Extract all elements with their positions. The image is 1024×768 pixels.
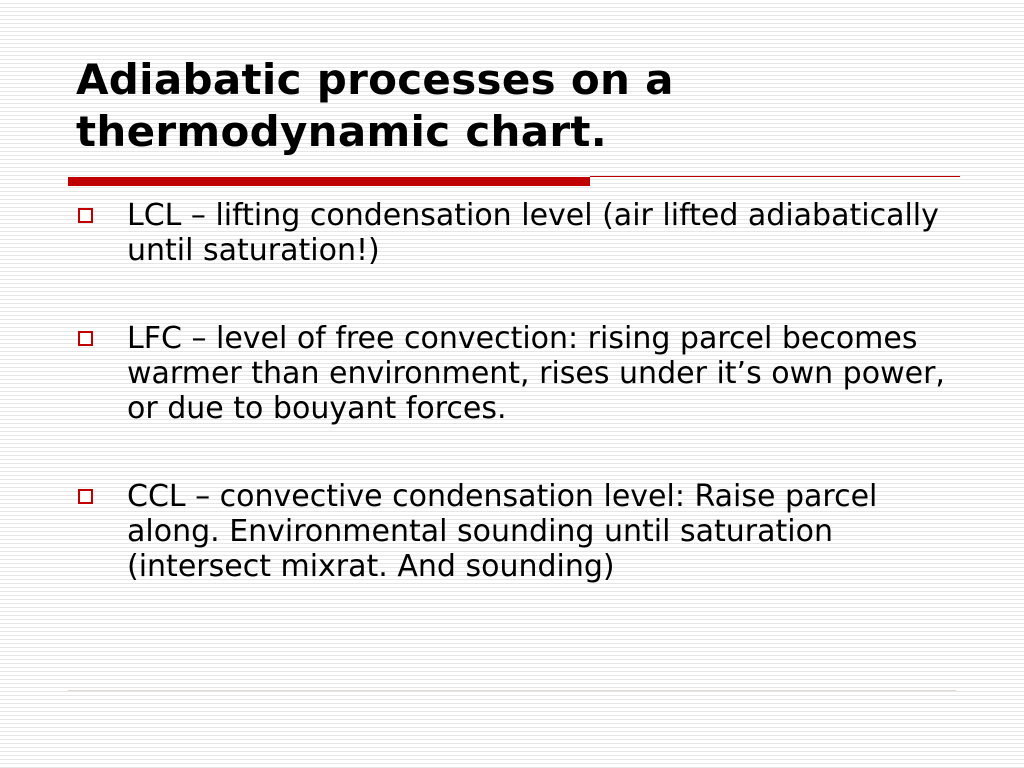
- bullet-text: LCL – lifting condensation level (air lifted adiabatically until saturation!): [127, 198, 939, 268]
- bullet-list: [76, 198, 956, 637]
- hollow-square-bullet-icon: [78, 489, 93, 504]
- hollow-square-bullet-icon: [78, 208, 93, 223]
- hollow-square-bullet-icon: [78, 331, 93, 346]
- title-underline-accent: [68, 177, 590, 186]
- bullet-item-ccl: [76, 479, 956, 584]
- bullet-item-lfc: [76, 321, 956, 426]
- bullet-item-lcl: [76, 198, 956, 268]
- title-underline-thin: [590, 176, 960, 177]
- slide-title: Adiabatic processes on a thermodynamic chart.: [76, 55, 674, 156]
- footer-divider: [68, 690, 956, 691]
- bullet-text: LFC – level of free convection: rising parcel becomes warmer than environment, rises under it’s own power, or due to bouyant forces.: [127, 321, 945, 426]
- bullet-text: CCL – convective condensation level: Raise parcel along. Environmental sounding until saturation (intersect mixrat. And sounding): [127, 479, 878, 584]
